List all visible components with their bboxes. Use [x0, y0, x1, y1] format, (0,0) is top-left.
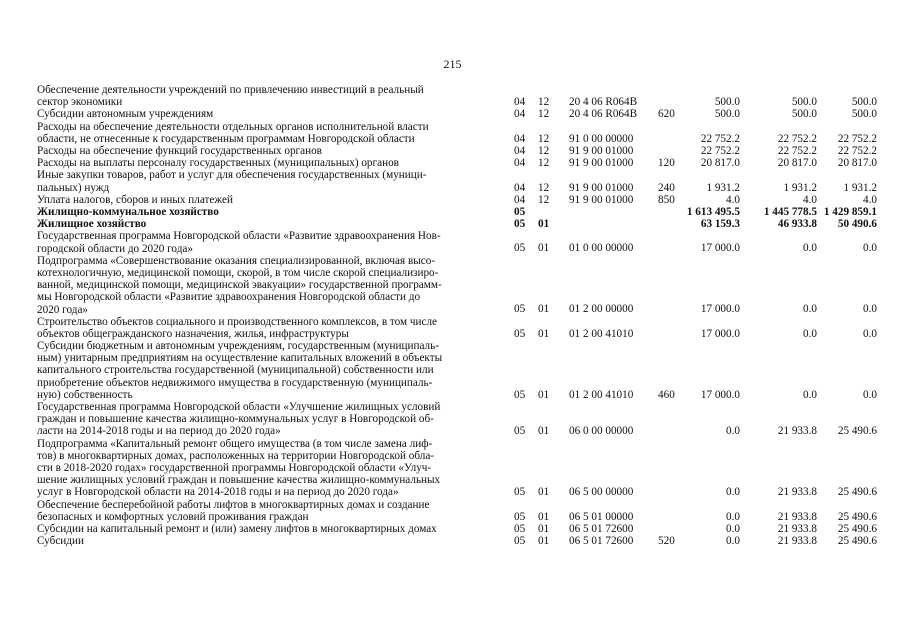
expense-type-code: 240	[658, 181, 675, 194]
subsection-code: 01	[538, 486, 550, 499]
expense-type-code: 850	[658, 193, 675, 206]
section-code: 04	[514, 132, 526, 145]
amount-2018: 17 000.0	[700, 388, 740, 401]
section-code: 05	[514, 535, 526, 548]
page-number: 215	[443, 57, 462, 71]
amount-2020: 50 490.6	[837, 218, 877, 231]
row-name-line: Уплата налогов, сборов и иных платежей	[37, 193, 233, 206]
amount-2019: 21 933.8	[777, 523, 817, 536]
table-row	[37, 121, 877, 145]
section-code: 05	[514, 205, 526, 218]
expense-type-code: 520	[658, 535, 675, 548]
row-name-line: капитального строительства государственной (муниципальной) собственности или	[37, 364, 434, 377]
amount-2018: 17 000.0	[700, 242, 740, 255]
section-code: 05	[514, 327, 526, 340]
amount-2020: 1 429 859.1	[823, 205, 877, 218]
amount-2020: 25 490.6	[837, 535, 877, 548]
amount-2019: 4.0	[803, 193, 817, 206]
amount-2018: 0.0	[726, 523, 740, 536]
table-row	[37, 84, 877, 108]
row-name-line: Расходы на выплаты персоналу государственных (муниципальных) органов	[37, 157, 399, 170]
amount-2020: 0.0	[863, 303, 877, 316]
target-article-code: 01 0 00 00000	[569, 242, 634, 255]
amount-2018: 22 752.2	[700, 144, 740, 157]
table-row	[37, 535, 877, 547]
target-article-code: 20 4 06 R064B	[569, 108, 638, 121]
amount-2019: 22 752.2	[777, 144, 817, 157]
expense-type-code: 120	[658, 157, 675, 170]
target-article-code: 20 4 06 R064B	[569, 96, 638, 109]
target-article-code: 06 5 01 72600	[569, 523, 634, 536]
table-row	[37, 340, 877, 401]
target-article-code: 91 9 00 01000	[569, 193, 634, 206]
subsection-code: 12	[538, 157, 550, 170]
amount-2020: 0.0	[863, 242, 877, 255]
amount-2019: 0.0	[803, 303, 817, 316]
section-code: 05	[514, 425, 526, 438]
subsection-code: 12	[538, 181, 550, 194]
amount-2018: 20 817.0	[700, 157, 740, 170]
amount-2020: 25 490.6	[837, 425, 877, 438]
row-name-line: Расходы на обеспечение функций государственных органов	[37, 144, 322, 157]
amount-2020: 4.0	[863, 193, 877, 206]
subsection-code: 01	[538, 327, 550, 340]
amount-2018: 0.0	[726, 510, 740, 523]
amount-2018: 0.0	[726, 486, 740, 499]
subsection-code: 12	[538, 96, 550, 109]
expense-type-code: 620	[658, 108, 675, 121]
row-name-line: 2020 года»	[37, 303, 89, 316]
target-article-code: 06 5 01 72600	[569, 535, 634, 548]
amount-2018: 0.0	[726, 535, 740, 548]
row-name-line: Субсидии на капитальный ремонт и (или) замену лифтов в многоквартирных домах	[37, 523, 437, 536]
section-code: 04	[514, 181, 526, 194]
row-name-line: пальных) нужд	[37, 181, 110, 194]
amount-2018: 63 159.3	[700, 218, 740, 231]
table-row	[37, 157, 877, 169]
target-article-code: 06 5 00 00000	[569, 486, 634, 499]
subsection-code: 01	[538, 535, 550, 548]
row-name-line: Обеспечение деятельности учреждений по привлечению инвестиций в реальный	[37, 84, 424, 96]
table-row	[37, 438, 877, 499]
row-name-line: Субсидии	[37, 535, 84, 548]
row-name-line: Обеспечение бесперебойной работы лифтов в многоквартирных домах и создание	[37, 498, 430, 511]
subsection-code: 12	[538, 108, 550, 121]
amount-2020: 25 490.6	[837, 523, 877, 536]
amount-2019: 21 933.8	[777, 425, 817, 438]
subsection-code: 01	[538, 523, 550, 536]
row-name-line: Жилищно-коммунальное хозяйство	[37, 205, 219, 218]
amount-2020: 22 752.2	[837, 144, 877, 157]
row-name-line: сти в 2018-2020 годах» государственной программы Новгородской области «Улуч-	[37, 462, 432, 475]
target-article-code: 01 2 00 00000	[569, 303, 634, 316]
table-row	[37, 255, 877, 316]
row-name-line: Жилищное хозяйство	[37, 218, 147, 231]
table-row	[37, 523, 877, 535]
amount-2019: 500.0	[791, 108, 817, 121]
row-name-line: области, не отнесенные к государственным программам Новгородской области	[37, 132, 415, 145]
subsection-code: 01	[538, 510, 550, 523]
amount-2018: 500.0	[714, 96, 740, 109]
amount-2019: 21 933.8	[777, 535, 817, 548]
subsection-code: 01	[538, 388, 550, 401]
amount-2018: 1 613 495.5	[686, 205, 740, 218]
amount-2018: 4.0	[726, 193, 740, 206]
row-name-line: граждан и повышение качества жилищно-коммунальных услуг в Новгородской об-	[37, 413, 434, 426]
table-row	[37, 145, 877, 157]
amount-2018: 17 000.0	[700, 303, 740, 316]
row-name-line: Субсидии автономным учреждениям	[37, 108, 214, 121]
row-name-line: объектов общегражданского назначения, жилья, инфраструктуры	[37, 327, 349, 340]
amount-2020: 0.0	[863, 388, 877, 401]
amount-2018: 500.0	[714, 108, 740, 121]
table-row	[37, 218, 877, 230]
section-code: 04	[514, 96, 526, 109]
amount-2019: 21 933.8	[777, 486, 817, 499]
row-name-line: мы Новгородской области «Развитие здравоохранения Новгородской области до	[37, 291, 421, 304]
amount-2018: 22 752.2	[700, 132, 740, 145]
row-name-line: ную) собственность	[37, 388, 133, 401]
amount-2020: 0.0	[863, 327, 877, 340]
table-row	[37, 108, 877, 120]
amount-2019: 22 752.2	[777, 132, 817, 145]
target-article-code: 91 9 00 01000	[569, 157, 634, 170]
row-name-line: шение жилищных условий граждан и повышение качества жилищно-коммунальных	[37, 474, 441, 487]
row-name-line: городской области до 2020 года»	[37, 242, 193, 255]
target-article-code: 91 0 00 00000	[569, 132, 634, 145]
amount-2019: 500.0	[791, 96, 817, 109]
table-row	[37, 499, 877, 523]
row-name-line: Субсидии бюджетным и автономным учреждениям, государственным (муниципаль-	[37, 340, 439, 353]
subsection-code: 01	[538, 425, 550, 438]
section-code: 05	[514, 510, 526, 523]
section-code: 05	[514, 486, 526, 499]
amount-2019: 20 817.0	[777, 157, 817, 170]
section-code: 04	[514, 157, 526, 170]
amount-2020: 22 752.2	[837, 132, 877, 145]
table-row	[37, 230, 877, 254]
section-code: 05	[514, 218, 526, 231]
table-row	[37, 316, 877, 340]
target-article-code: 01 2 00 41010	[569, 327, 634, 340]
subsection-code: 12	[538, 132, 550, 145]
amount-2020: 500.0	[851, 96, 877, 109]
row-name-line: Государственная программа Новгородской области «Улучшение жилищных условий	[37, 401, 441, 414]
subsection-code: 12	[538, 193, 550, 206]
row-name-line: Подпрограмма «Капитальный ремонт общего имущества (в том числе замена лиф-	[37, 437, 433, 450]
amount-2019: 21 933.8	[777, 510, 817, 523]
section-code: 05	[514, 388, 526, 401]
amount-2019: 1 445 778.5	[763, 205, 817, 218]
section-code: 04	[514, 193, 526, 206]
expense-type-code: 460	[658, 388, 675, 401]
subsection-code: 01	[538, 303, 550, 316]
subsection-code: 12	[538, 144, 550, 157]
amount-2020: 25 490.6	[837, 510, 877, 523]
amount-2020: 500.0	[851, 108, 877, 121]
amount-2020: 25 490.6	[837, 486, 877, 499]
section-code: 05	[514, 242, 526, 255]
row-name-line: ласти на 2014-2018 годы и на период до 2020 года»	[37, 425, 281, 438]
amount-2018: 1 931.2	[706, 181, 740, 194]
target-article-code: 06 0 00 00000	[569, 425, 634, 438]
row-name-line: котехнологичную, медицинской помощи, скорой, в том числе скорой специализиро-	[37, 266, 439, 279]
subsection-code: 01	[538, 242, 550, 255]
row-name-line: ным) унитарным предприятиям на осуществление капитальных вложений в объекты	[37, 352, 443, 365]
row-name-line: приобретение объектов недвижимого имущества в государственную (муниципаль-	[37, 376, 433, 389]
section-code: 04	[514, 108, 526, 121]
row-name-line: Строительство объектов социального и производственного комплексов, в том числе	[37, 315, 438, 328]
row-name-line: тов) в многоквартирных домах, расположенных на территории Новгородской обла-	[37, 449, 435, 462]
amount-2019: 0.0	[803, 327, 817, 340]
target-article-code: 91 9 00 01000	[569, 181, 634, 194]
row-name-line: Иные закупки товаров, работ и услуг для обеспечения государственных (муници-	[37, 169, 427, 182]
amount-2020: 1 931.2	[843, 181, 877, 194]
target-article-code: 91 9 00 01000	[569, 144, 634, 157]
amount-2019: 46 933.8	[777, 218, 817, 231]
table-row	[37, 169, 877, 193]
amount-2018: 0.0	[726, 425, 740, 438]
row-name-line: Расходы на обеспечение деятельности отдельных органов исполнительной власти	[37, 120, 429, 133]
table-row	[37, 194, 877, 206]
row-name-line: Подпрограмма «Совершенствование оказания специализированной, включая высо-	[37, 254, 436, 267]
subsection-code: 01	[538, 218, 550, 231]
amount-2018: 17 000.0	[700, 327, 740, 340]
row-name-line: Государственная программа Новгородской области «Развитие здравоохранения Нов-	[37, 230, 441, 243]
budget-table	[37, 84, 877, 547]
target-article-code: 01 2 00 41010	[569, 388, 634, 401]
row-name-line: ванной, медицинской помощи, медицинской эвакуации» государственной программ-	[37, 279, 442, 292]
amount-2019: 0.0	[803, 388, 817, 401]
section-code: 04	[514, 144, 526, 157]
row-name-line: безопасных и комфортных условий проживания граждан	[37, 510, 309, 523]
amount-2019: 1 931.2	[783, 181, 817, 194]
table-row	[37, 206, 877, 218]
row-name-line: сектор экономики	[37, 96, 123, 109]
target-article-code: 06 5 01 00000	[569, 510, 634, 523]
section-code: 05	[514, 523, 526, 536]
amount-2019: 0.0	[803, 242, 817, 255]
table-row	[37, 401, 877, 438]
amount-2020: 20 817.0	[837, 157, 877, 170]
row-name-line: услуг в Новгородской области на 2014-2018 годы и на период до 2020 года»	[37, 486, 399, 499]
section-code: 05	[514, 303, 526, 316]
